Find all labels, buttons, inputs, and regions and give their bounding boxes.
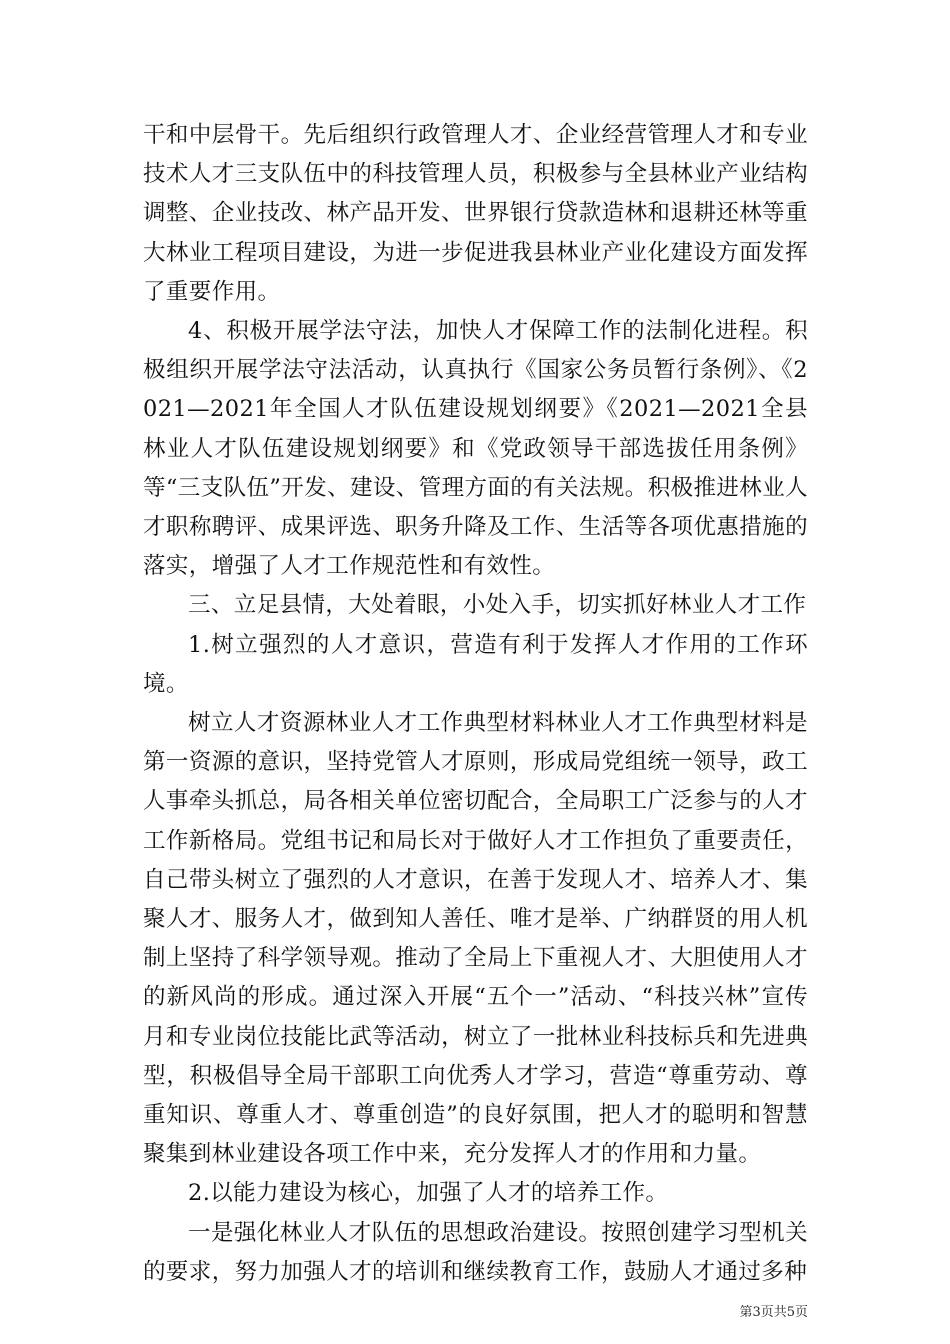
paragraph-legal-progress: 4、积极开展学法守法，加快人才保障工作的法制化进程。积极组织开展学法守法活动，认真执行《国家公务员暂行条例》、《2021—2021年全国人才队伍建设规划纲要》《2021—2021全县林业人才队伍建设规划纲要》和《党政领导干部选拔任用条例》等“三支队伍”开发、建设、管理方面的有关法规。积极推进林业人才职称聘评、成果评选、职务升降及工作、生活等各项优惠措施的落实，增强了人才工作规范性和有效性。 [143, 318, 809, 580]
paragraph-continued: 干和中层骨干。先后组织行政管理人才、企业经营管理人才和专业技术人才三支队伍中的科技管理人员，积极参与全县林业产业结构调整、企业技改、林产品开发、世界银行贷款造林和退耕还林等重大林业工程项目建设，为进一步促进我县林业产业化建设方面发挥了重要作用。 [143, 122, 808, 305]
subheading-capacity-building: 2.以能力建设为核心，加强了人才的培养工作。 [188, 1180, 669, 1207]
paragraph-political-building: 一是强化林业人才队伍的思想政治建设。按照创建学习型机关的要求，努力加强人才的培训和继续教育工作，鼓励人才通过多种 [143, 1219, 808, 1285]
page-number-footer: 第3页共5页 [739, 1305, 808, 1320]
document-body [143, 116, 808, 1292]
paragraph-talent-awareness: 树立人才资源林业人才工作典型材料林业人才工作典型材料是第一资源的意识，坚持党管人才原则，形成局党组统一领导，政工人事牵头抓总，局各相关单位密切配合，全局职工广泛参与的人才工作新格局。党组书记和局长对于做好人才工作担负了重要责任，自己带头树立了强烈的人才意识，在善于发现人才、培养人才、集聚人才、服务人才，做到知人善任、唯才是举、广纳群贤的用人机制上坚持了科学领导观。推动了全局上下重视人才、大胆使用人才的新风尚的形成。通过深入开展“五个一”活动、“科技兴林”宣传月和专业岗位技能比武等活动，树立了一批林业科技标兵和先进典型，积极倡导全局干部职工向优秀人才学习，营造“尊重劳动、尊重知识、尊重人才、尊重创造”的良好氛围，把人才的聪明和智慧聚集到林业建设各项工作中来，充分发挥人才的作用和力量。 [143, 710, 808, 1168]
section-heading-three: 三、立足县情，大处着眼，小处入手，切实抓好林业人才工作 [188, 592, 807, 619]
subheading-talent-awareness: 1.树立强烈的人才意识，营造有利于发挥人才作用的工作环境。 [143, 631, 808, 697]
